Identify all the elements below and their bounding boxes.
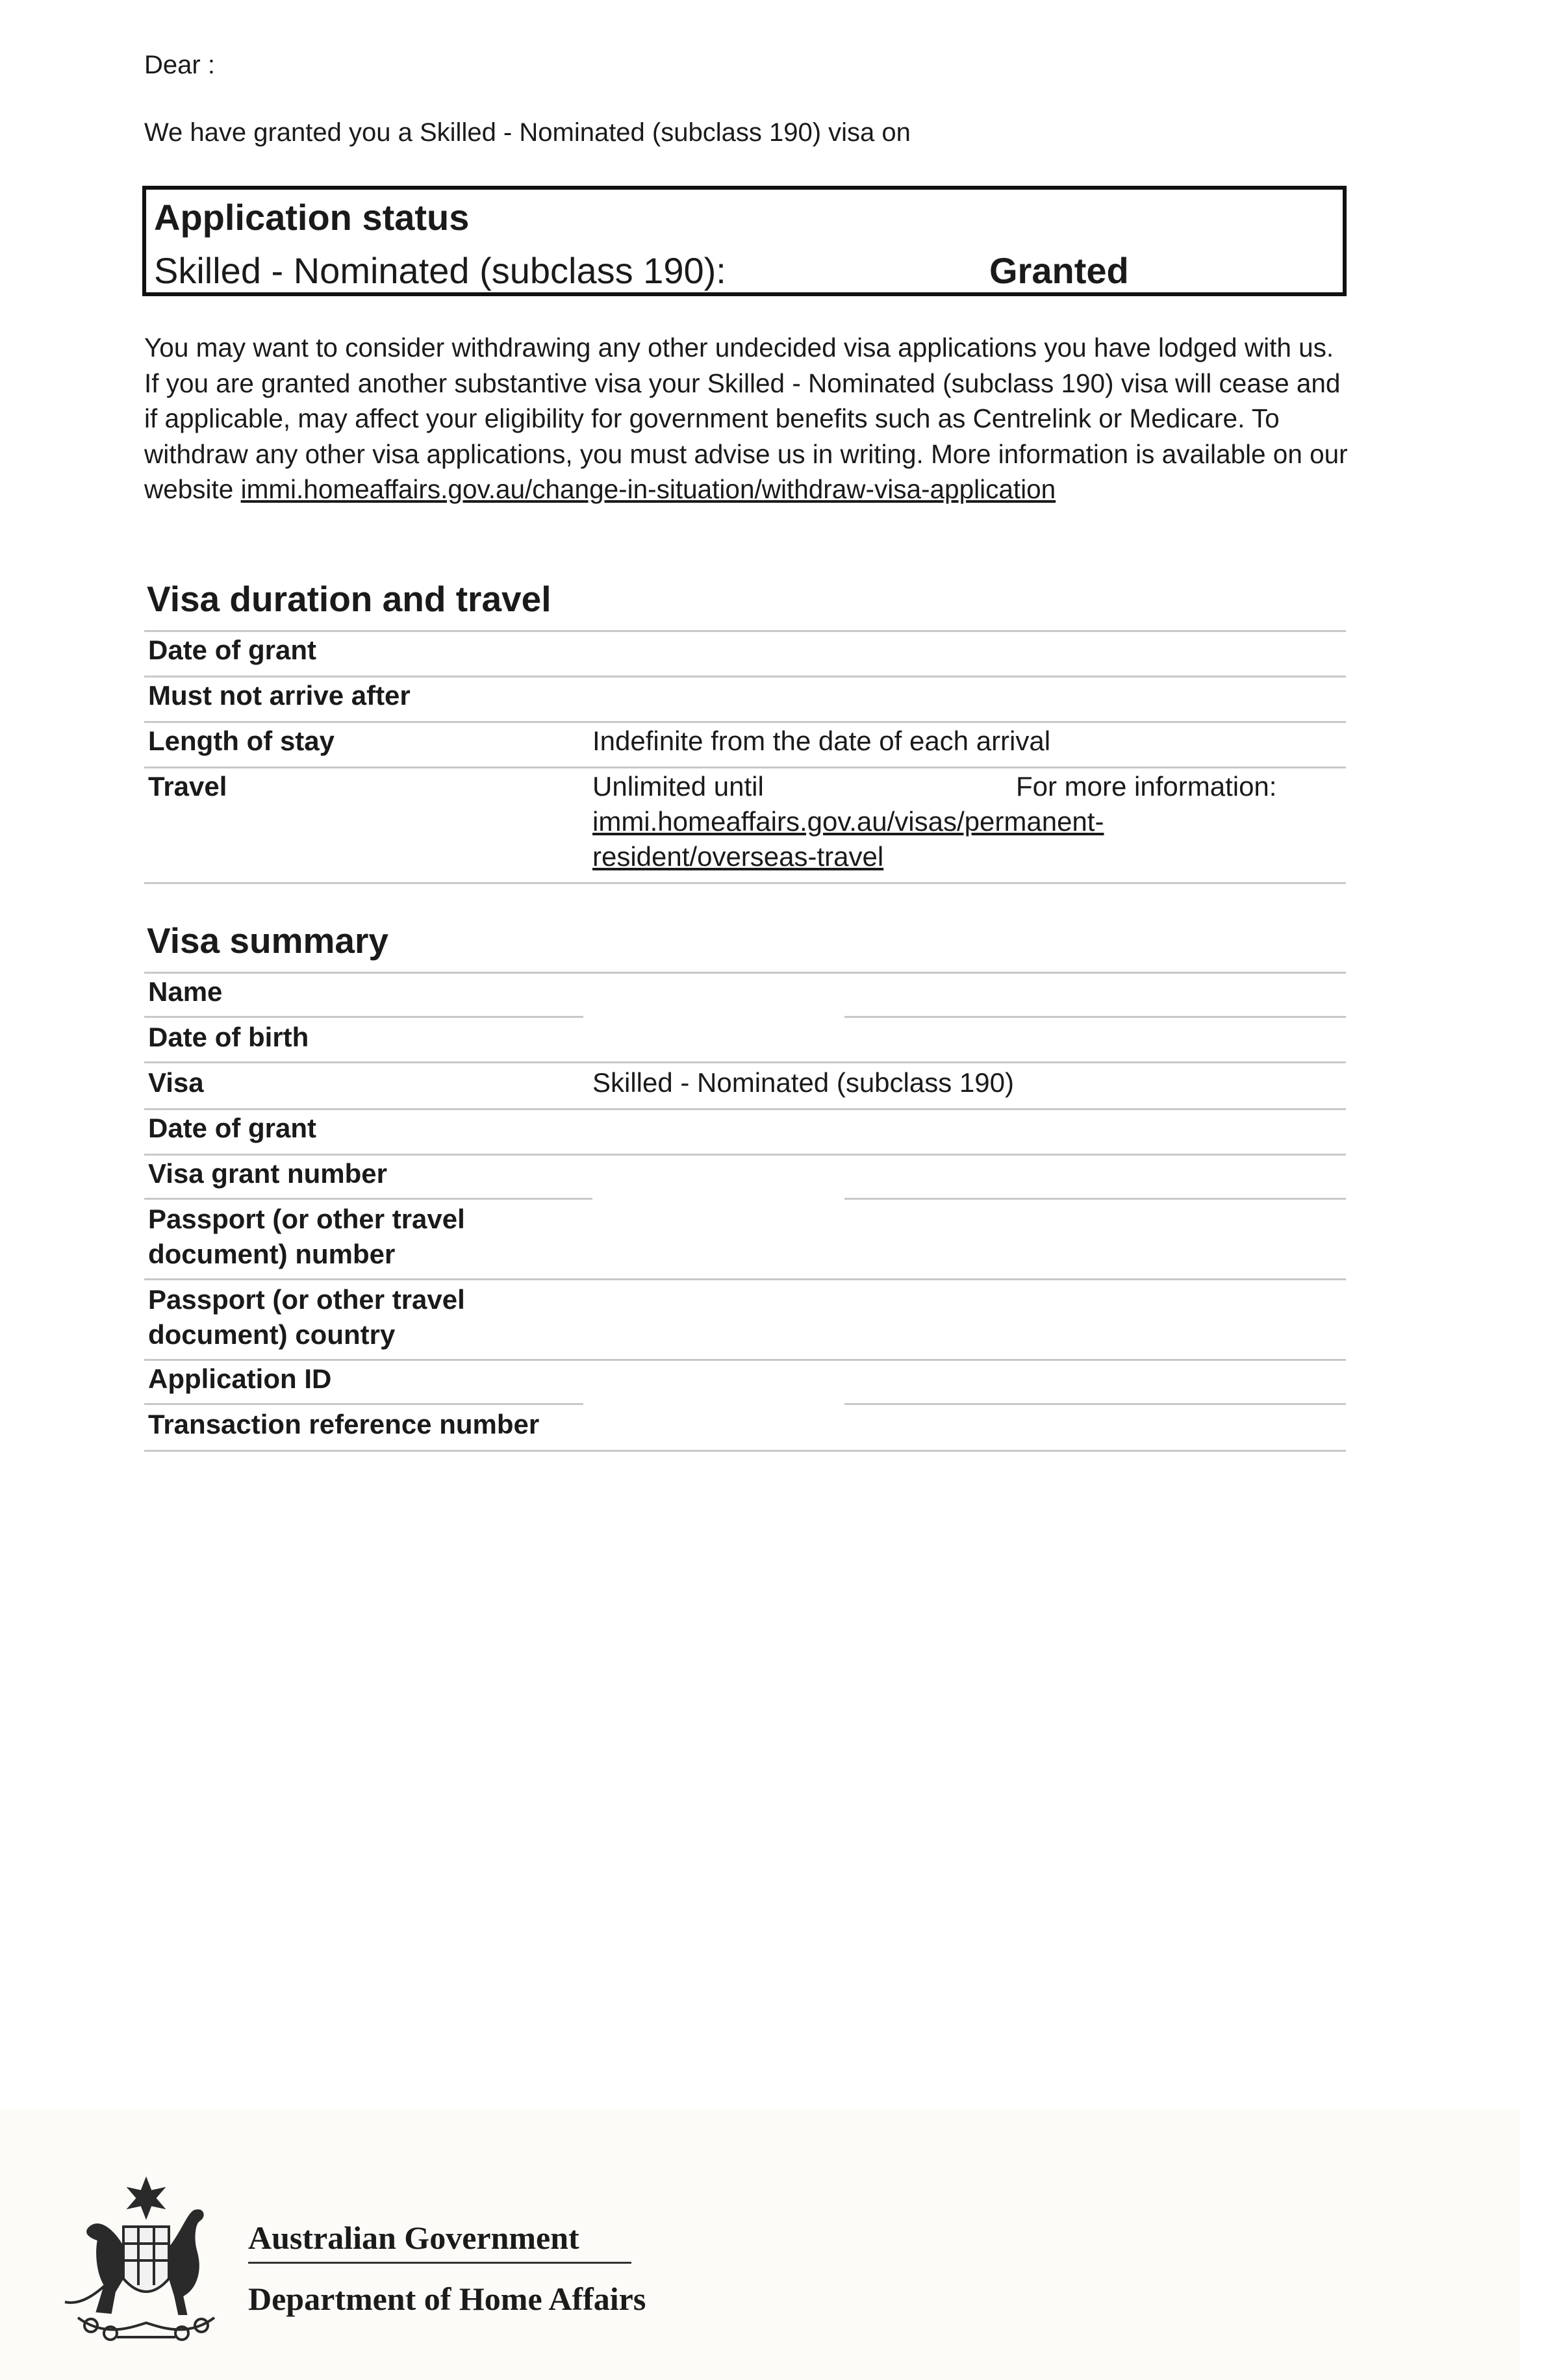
divider — [144, 721, 1346, 723]
greeting: Dear : — [144, 51, 215, 79]
must-not-arrive-label: Must not arrive after — [148, 680, 411, 711]
passport-country-label: Passport (or other travel document) country — [148, 1284, 465, 1350]
divider — [144, 766, 1346, 768]
application-status-box — [142, 186, 1347, 296]
date-of-grant-label: Date of grant — [148, 635, 317, 665]
government-footer — [0, 2110, 1520, 2380]
divider — [144, 676, 1346, 677]
divider — [144, 1016, 583, 1018]
divider — [844, 1403, 1346, 1405]
divider — [144, 1061, 1346, 1063]
status-visa: Skilled - Nominated (subclass 190): — [154, 250, 726, 291]
withdraw-notice-text: You may want to consider withdrawing any other undecided visa applications you have lodged with us. If you are granted another substantive visa your Skilled - Nominated (subclass 190) visa will cease and if applicable, may affect your eligibility for government benefits such as Centrelink or Medicare. To withdraw any other visa applications, you must advise us in writing. More information is available on our website — [144, 333, 1348, 504]
coat-of-arms-icon — [52, 2175, 240, 2357]
divider — [144, 972, 1346, 974]
travel-info-link[interactable]: immi.homeaffairs.gov.au/visas/permanent-resident/overseas-travel — [592, 806, 1104, 872]
withdraw-notice — [144, 330, 1352, 507]
date-of-birth-label: Date of birth — [148, 1022, 309, 1052]
visa-grant-number-label: Visa grant number — [148, 1158, 387, 1189]
length-of-stay-value: Indefinite from the date of each arrival — [592, 726, 1051, 756]
divider — [144, 1108, 1346, 1110]
travel-more-info: For more information: — [1016, 771, 1277, 802]
travel-value: Unlimited until — [592, 771, 764, 802]
status-value: Granted — [989, 250, 1129, 291]
divider — [144, 882, 1346, 884]
transaction-reference-label: Transaction reference number — [148, 1409, 540, 1439]
duration-section-title: Visa duration and travel — [147, 579, 551, 619]
name-label: Name — [148, 976, 223, 1007]
withdraw-info-link[interactable]: immi.homeaffairs.gov.au/change-in-situation/withdraw-visa-application — [240, 474, 1056, 504]
travel-info-link-box — [592, 804, 1268, 874]
visa-label: Visa — [148, 1067, 204, 1098]
application-id-label: Application ID — [148, 1363, 332, 1394]
status-title: Application status — [154, 197, 470, 238]
travel-label: Travel — [148, 771, 227, 802]
divider — [844, 1198, 1346, 1200]
footer-government: Australian Government — [248, 2220, 579, 2256]
passport-number-label: Passport (or other travel document) number — [148, 1204, 465, 1269]
divider — [144, 1154, 1346, 1156]
divider — [844, 1016, 1346, 1018]
summary-section-title: Visa summary — [147, 920, 389, 961]
length-of-stay-label: Length of stay — [148, 726, 335, 756]
divider — [144, 1198, 592, 1200]
divider — [144, 630, 1346, 632]
intro-sentence: We have granted you a Skilled - Nominated (subclass 190) visa on — [144, 118, 911, 147]
divider — [144, 1359, 1346, 1361]
footer-department: Department of Home Affairs — [248, 2281, 646, 2317]
divider — [144, 1278, 1346, 1280]
visa-value: Skilled - Nominated (subclass 190) — [592, 1067, 1014, 1098]
footer-divider — [248, 2262, 631, 2264]
summary-date-of-grant-label: Date of grant — [148, 1113, 317, 1143]
divider — [144, 1403, 583, 1405]
divider — [144, 1450, 1346, 1452]
